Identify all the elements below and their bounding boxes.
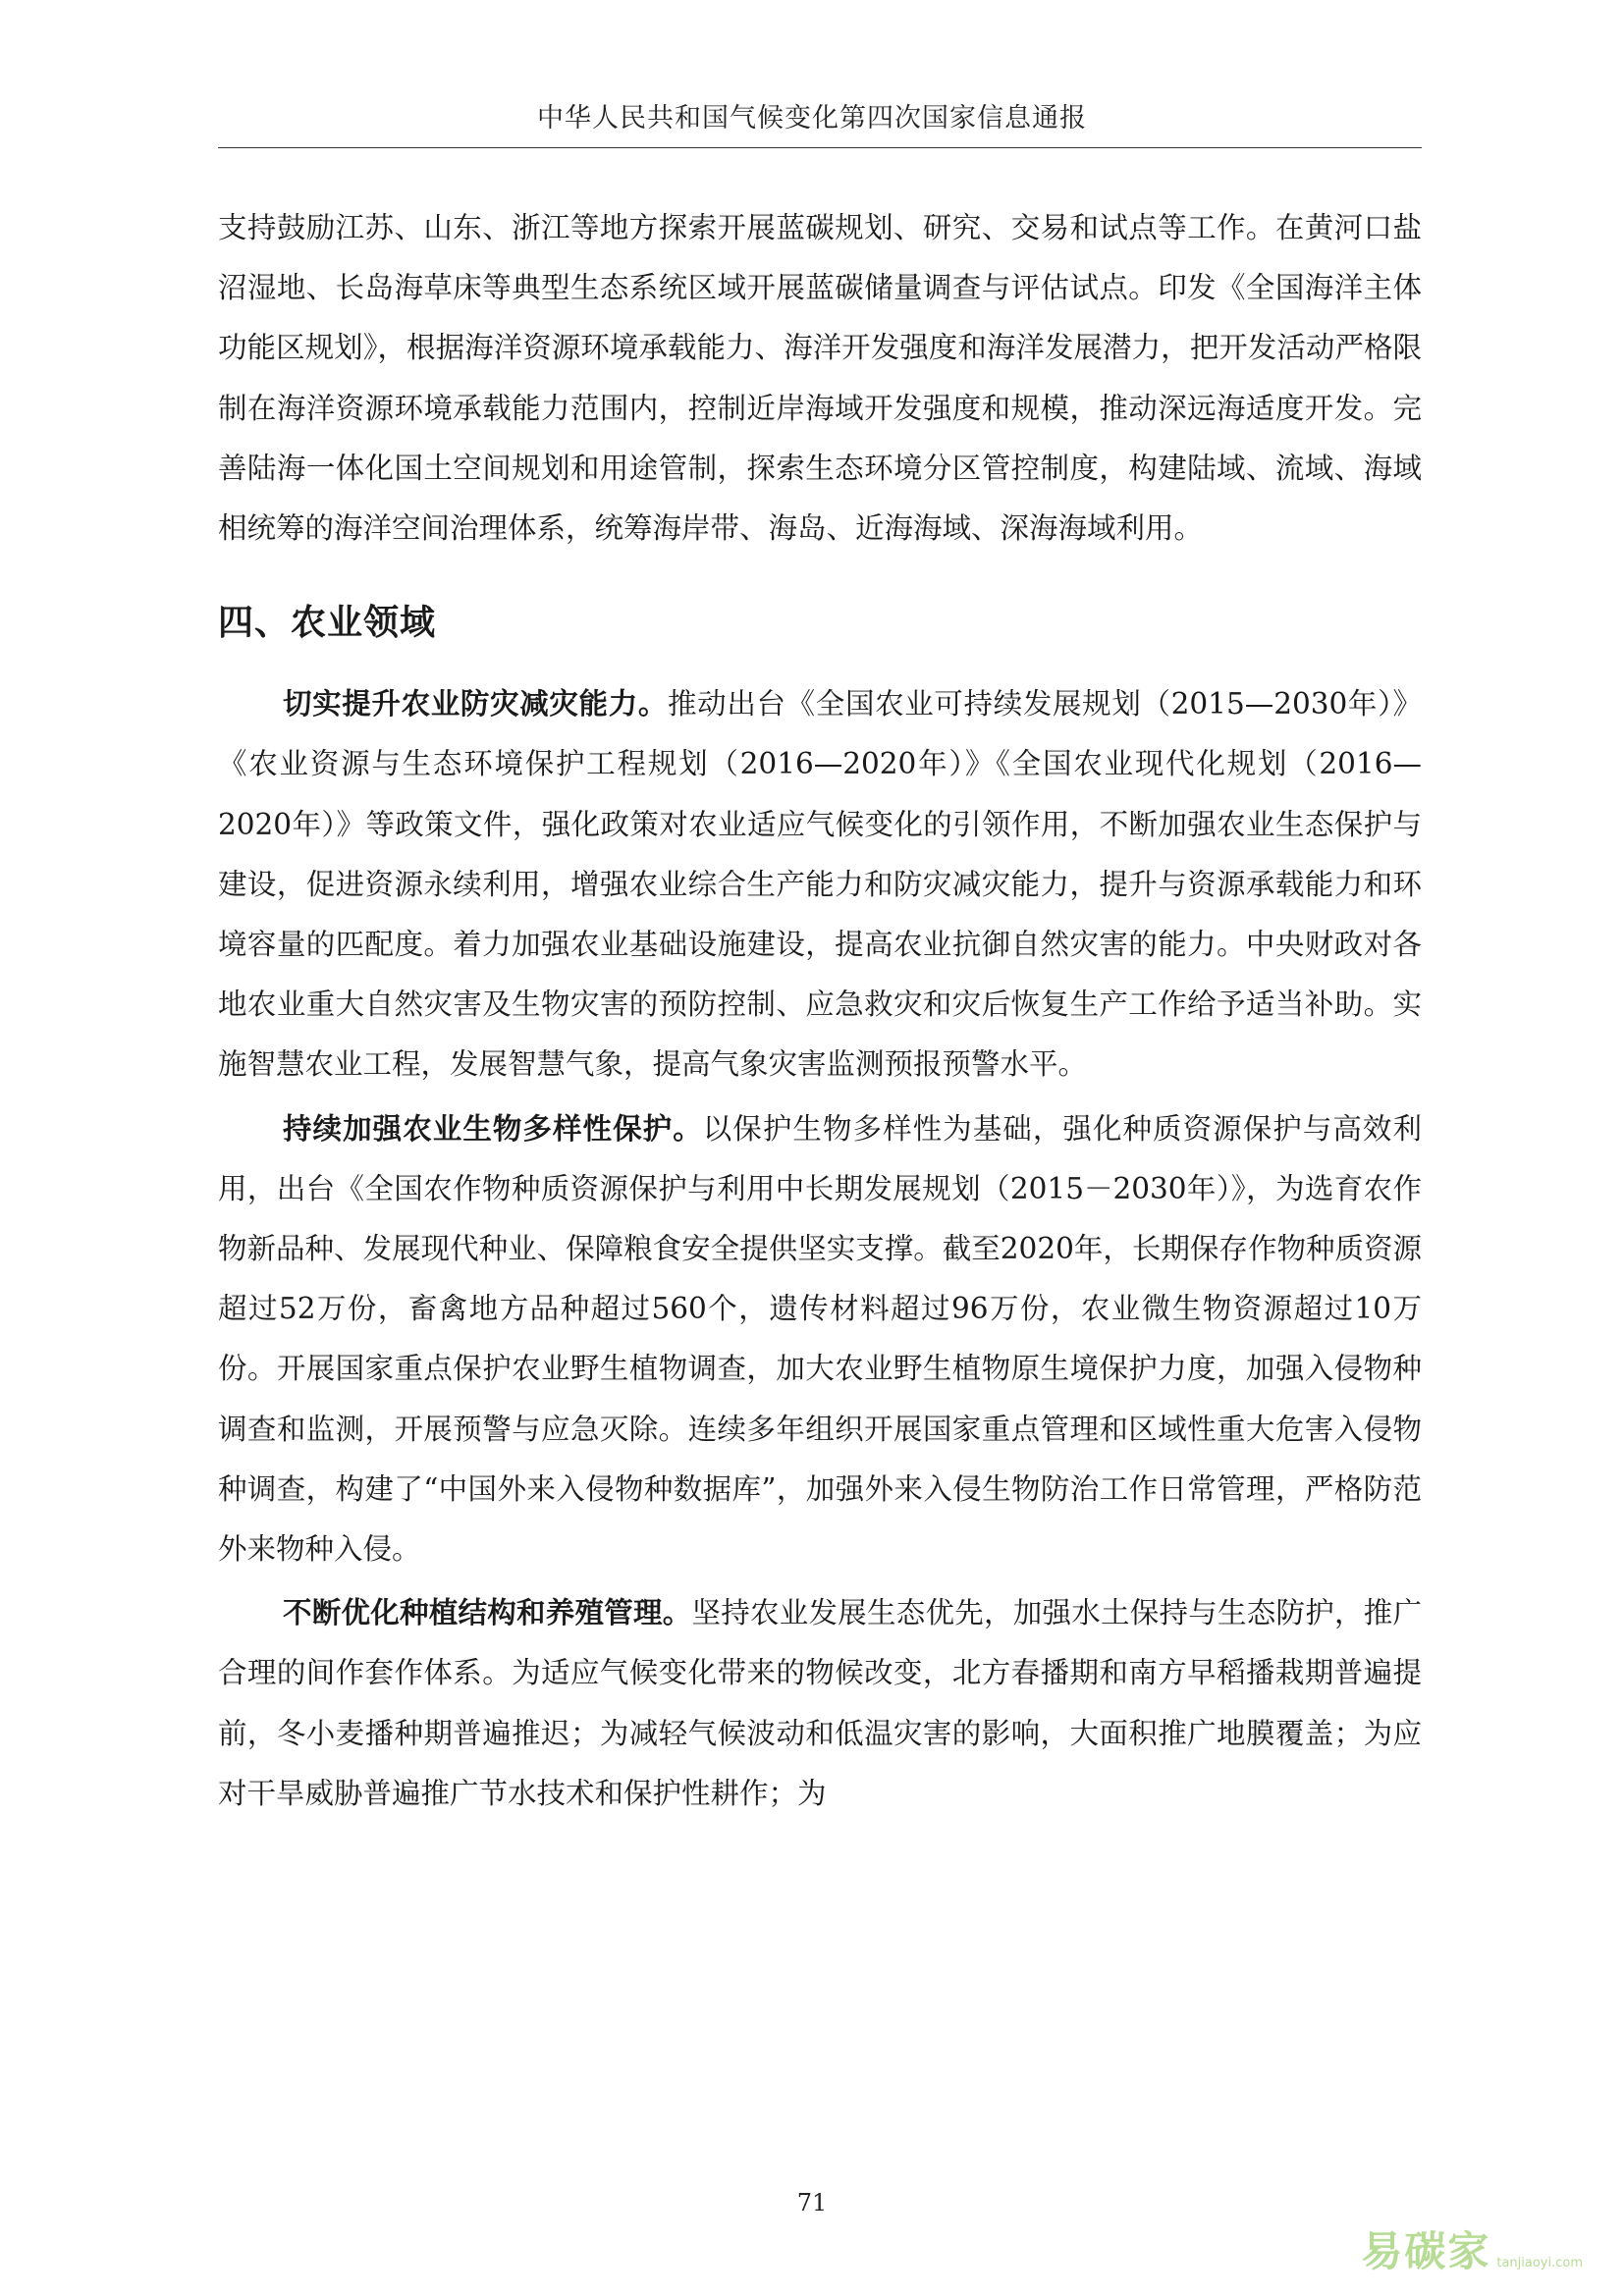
- section-heading: 四、农业领域: [218, 603, 437, 644]
- paragraph-text: 坚持农业发展生态优先，加强水土保持与生态防护，推广合理的间作套作体系。为适应气候变化带来的物候改变，北方春播期和南方早稻播栽期普遍提前，冬小麦播种期普遍推迟；为减轻气候波动和低温灾害的影响，大面积推广地膜覆盖；为应对干旱威胁普遍推广节水技术和保护性耕作；为: [218, 1596, 1422, 1810]
- paragraph-text: 推动出台《全国农业可持续发展规划（2015—2030年）》《农业资源与生态环境保护工程规划（2016—2020年）》《全国农业现代化规划（2016—2020年）》等政策文件，强化政策对农业适应气候变化的引领作用，不断加强农业生态保护与建设，促进资源永续利用，增强农业综合生产能力和防灾减灾能力，提升与资源承载能力和环境容量的匹配度。着力加强农业基础设施建设，提高农业抗御自然灾害的能力。中央财政对各地农业重大自然灾害及生物灾害的预防控制、应急救灾和灾后恢复生产工作给予适当补助。实施智慧农业工程，发展智慧气象，提高气象灾害监测预报预警水平。: [218, 687, 1422, 1082]
- header-rule: [218, 147, 1422, 148]
- paragraph-lead: 不断优化种植结构和养殖管理。: [283, 1596, 692, 1630]
- paragraph-text: 以保护生物多样性为基础，强化种质资源保护与高效利用，出台《全国农作物种质资源保护与利用中长期发展规划（2015－2030年）》，为选育农作物新品种、发展现代种业、保障粮食安全提供坚实支撑。截至2020年，长期保存作物种质资源超过52万份，畜禽地方品种超过560个，遗传材料超过96万份，农业微生物资源超过10万份。开展国家重点保护农业野生植物调查，加大农业野生植物原生境保护力度，加强入侵物种调查和监测，开展预警与应急灭除。连续多年组织开展国家重点管理和区域性重大危害入侵物种调查，构建了“中国外来入侵物种数据库”，加强外来入侵生物防治工作日常管理，严格防范外来物种入侵。: [218, 1111, 1422, 1567]
- document-body: [218, 198, 1422, 1824]
- paragraph-lead: 持续加强农业生物多样性保护。: [283, 1111, 703, 1146]
- running-header: 中华人民共和国气候变化第四次国家信息通报: [537, 103, 1087, 133]
- paragraph-planting-structure: [218, 1583, 1422, 1824]
- paragraph-lead: 切实提升农业防灾减灾能力。: [283, 687, 669, 721]
- paragraph-biodiversity: [218, 1099, 1422, 1580]
- watermark-brand: 易碳家: [1361, 2227, 1491, 2275]
- page-number: 71: [796, 2189, 828, 2216]
- watermark-url: tanjiaoyi.com: [1496, 2256, 1583, 2270]
- watermark-logo: [1361, 2219, 1583, 2278]
- intro-paragraph: 支持鼓励江苏、山东、浙江等地方探索开展蓝碳规划、研究、交易和试点等工作。在黄河口盐沼湿地、长岛海草床等典型生态系统区域开展蓝碳储量调查与评估试点。印发《全国海洋主体功能区规划》，根据海洋资源环境承载能力、海洋开发强度和海洋发展潜力，把开发活动严格限制在海洋资源环境承载能力范围内，控制近岸海域开发强度和规模，推动深远海适度开发。完善陆海一体化国土空间规划和用途管制，探索生态环境分区管控制度，构建陆域、流域、海域相统筹的海洋空间治理体系，统筹海岸带、海岛、近海海域、深海海域利用。: [218, 211, 1422, 546]
- paragraph-disaster-prevention: [218, 674, 1422, 1095]
